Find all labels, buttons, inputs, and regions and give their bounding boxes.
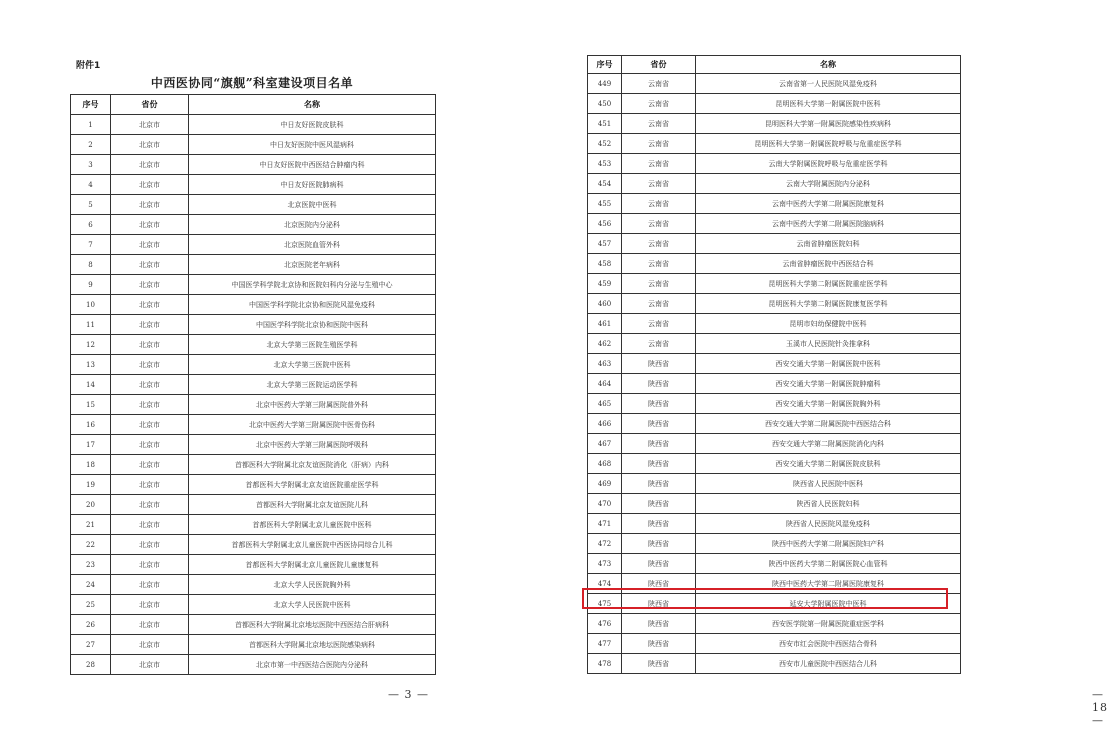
table-row	[71, 555, 436, 575]
row-number-cell: 1	[71, 115, 111, 135]
table-row	[71, 535, 436, 555]
province-cell: 云南省	[622, 174, 696, 194]
province-cell: 北京市	[111, 175, 189, 195]
row-number-cell: 459	[588, 274, 622, 294]
table-row	[588, 454, 961, 474]
name-cell: 中日友好医院中西医结合肿瘤内科	[189, 155, 436, 175]
table-row	[588, 74, 961, 94]
name-cell: 中国医学科学院北京协和医院中医科	[189, 315, 436, 335]
name-cell: 西安市儿童医院中西医结合儿科	[696, 654, 961, 674]
row-number-cell: 23	[71, 555, 111, 575]
table-row	[71, 615, 436, 635]
province-cell: 云南省	[622, 334, 696, 354]
province-cell: 北京市	[111, 535, 189, 555]
province-cell: 云南省	[622, 274, 696, 294]
name-cell: 首都医科大学附属北京地坛医院感染病科	[189, 635, 436, 655]
table-row	[588, 294, 961, 314]
row-number-cell: 7	[71, 235, 111, 255]
left-page	[0, 0, 512, 735]
table-row	[588, 334, 961, 354]
row-number-cell: 456	[588, 214, 622, 234]
name-cell: 云南中医药大学第二附属医院康复科	[696, 194, 961, 214]
table-row	[71, 355, 436, 375]
header-province: 省份	[622, 56, 696, 74]
table-row	[588, 114, 961, 134]
table-row	[71, 175, 436, 195]
province-cell: 云南省	[622, 134, 696, 154]
province-cell: 云南省	[622, 314, 696, 334]
name-cell: 昆明医科大学第二附属医院康复医学科	[696, 294, 961, 314]
province-cell: 北京市	[111, 375, 189, 395]
name-cell: 首都医科大学附属北京友谊医院重症医学科	[189, 475, 436, 495]
row-number-cell: 473	[588, 554, 622, 574]
row-number-cell: 452	[588, 134, 622, 154]
row-number-cell: 461	[588, 314, 622, 334]
row-number-cell: 10	[71, 295, 111, 315]
row-number-cell: 467	[588, 434, 622, 454]
name-cell: 北京市第一中西医结合医院内分泌科	[189, 655, 436, 675]
row-number-cell: 13	[71, 355, 111, 375]
row-number-cell: 26	[71, 615, 111, 635]
name-cell: 西安交通大学第一附属医院中医科	[696, 354, 961, 374]
row-number-cell: 468	[588, 454, 622, 474]
name-cell: 陕西中医药大学第二附属医院妇产科	[696, 534, 961, 554]
province-cell: 陕西省	[622, 574, 696, 594]
name-cell: 首都医科大学附属北京友谊医院儿科	[189, 495, 436, 515]
name-cell: 北京大学人民医院胸外科	[189, 575, 436, 595]
table-row	[588, 154, 961, 174]
header-name: 名称	[189, 95, 436, 115]
name-cell: 云南大学附属医院内分泌科	[696, 174, 961, 194]
province-cell: 北京市	[111, 115, 189, 135]
table-row	[588, 494, 961, 514]
province-cell: 北京市	[111, 395, 189, 415]
table-row	[71, 275, 436, 295]
name-cell: 云南省第一人民医院风湿免疫科	[696, 74, 961, 94]
row-number-cell: 24	[71, 575, 111, 595]
table-row	[588, 414, 961, 434]
province-cell: 陕西省	[622, 534, 696, 554]
name-cell: 昆明医科大学第一附属医院感染性疾病科	[696, 114, 961, 134]
row-number-cell: 466	[588, 414, 622, 434]
province-cell: 陕西省	[622, 554, 696, 574]
province-cell: 北京市	[111, 335, 189, 355]
name-cell: 云南省肿瘤医院中西医结合科	[696, 254, 961, 274]
table-row	[71, 115, 436, 135]
row-number-cell: 22	[71, 535, 111, 555]
province-cell: 陕西省	[622, 614, 696, 634]
table-row	[71, 155, 436, 175]
header-name: 名称	[696, 56, 961, 74]
name-cell: 北京大学第三医院生殖医学科	[189, 335, 436, 355]
province-cell: 陕西省	[622, 394, 696, 414]
row-number-cell: 471	[588, 514, 622, 534]
row-number-cell: 472	[588, 534, 622, 554]
row-number-cell: 478	[588, 654, 622, 674]
row-number-cell: 15	[71, 395, 111, 415]
name-cell: 西安医学院第一附属医院重症医学科	[696, 614, 961, 634]
province-cell: 陕西省	[622, 454, 696, 474]
table-row	[71, 295, 436, 315]
province-cell: 北京市	[111, 235, 189, 255]
table-row	[588, 474, 961, 494]
table-row	[588, 634, 961, 654]
province-cell: 陕西省	[622, 474, 696, 494]
name-cell: 中国医学科学院北京协和医院妇科内分泌与生殖中心	[189, 275, 436, 295]
province-cell: 北京市	[111, 355, 189, 375]
row-number-cell: 21	[71, 515, 111, 535]
name-cell: 北京大学第三医院中医科	[189, 355, 436, 375]
table-row	[588, 654, 961, 674]
name-cell: 首都医科大学附属北京儿童医院中西医协同综合儿科	[189, 535, 436, 555]
province-cell: 陕西省	[622, 434, 696, 454]
table-row	[588, 194, 961, 214]
row-number-cell: 464	[588, 374, 622, 394]
row-number-cell: 9	[71, 275, 111, 295]
table-row	[71, 215, 436, 235]
province-cell: 北京市	[111, 595, 189, 615]
row-number-cell: 16	[71, 415, 111, 435]
table-row	[71, 235, 436, 255]
name-cell: 首都医科大学附属北京地坛医院中西医结合肝病科	[189, 615, 436, 635]
name-cell: 陕西省人民医院中医科	[696, 474, 961, 494]
table-row	[588, 434, 961, 454]
table-row	[71, 495, 436, 515]
name-cell: 西安交通大学第一附属医院肿瘤科	[696, 374, 961, 394]
province-cell: 陕西省	[622, 594, 696, 614]
table-row	[71, 435, 436, 455]
table-row	[588, 174, 961, 194]
attachment-label: 附件1	[76, 61, 101, 71]
header-province: 省份	[111, 95, 189, 115]
name-cell: 西安交通大学第二附属医院消化内科	[696, 434, 961, 454]
province-cell: 北京市	[111, 315, 189, 335]
name-cell: 云南省肿瘤医院妇科	[696, 234, 961, 254]
table-row	[71, 475, 436, 495]
province-cell: 云南省	[622, 114, 696, 134]
table-row	[71, 335, 436, 355]
row-number-cell: 17	[71, 435, 111, 455]
province-cell: 北京市	[111, 635, 189, 655]
row-number-cell: 453	[588, 154, 622, 174]
table-row	[71, 575, 436, 595]
row-number-cell: 6	[71, 215, 111, 235]
row-number-cell: 14	[71, 375, 111, 395]
name-cell: 昆明市妇幼保健院中医科	[696, 314, 961, 334]
province-cell: 北京市	[111, 615, 189, 635]
document-title: 中西医协同“旗舰”科室建设项目名单	[150, 76, 354, 90]
province-cell: 云南省	[622, 154, 696, 174]
province-cell: 北京市	[111, 155, 189, 175]
name-cell: 北京中医药大学第三附属医院普外科	[189, 395, 436, 415]
row-number-cell: 457	[588, 234, 622, 254]
province-cell: 北京市	[111, 255, 189, 275]
province-cell: 北京市	[111, 575, 189, 595]
table-row	[588, 234, 961, 254]
province-cell: 北京市	[111, 455, 189, 475]
table-row	[71, 515, 436, 535]
name-cell: 首都医科大学附属北京友谊医院消化（肝病）内科	[189, 455, 436, 475]
province-cell: 云南省	[622, 74, 696, 94]
table-header-row	[71, 95, 436, 115]
name-cell: 北京医院老年病科	[189, 255, 436, 275]
table-row	[71, 315, 436, 335]
left-list-table	[70, 94, 436, 675]
table-row	[588, 254, 961, 274]
name-cell: 首都医科大学附属北京儿童医院中医科	[189, 515, 436, 535]
table-row	[588, 534, 961, 554]
province-cell: 北京市	[111, 655, 189, 675]
table-row	[588, 514, 961, 534]
row-number-cell: 475	[588, 594, 622, 614]
row-number-cell: 458	[588, 254, 622, 274]
row-number-cell: 476	[588, 614, 622, 634]
row-number-cell: 20	[71, 495, 111, 515]
table-row	[71, 415, 436, 435]
row-number-cell: 477	[588, 634, 622, 654]
row-number-cell: 465	[588, 394, 622, 414]
province-cell: 北京市	[111, 295, 189, 315]
name-cell: 玉溪市人民医院针灸推拿科	[696, 334, 961, 354]
table-row	[588, 274, 961, 294]
right-page	[512, 0, 1108, 735]
name-cell: 中日友好医院皮肤科	[189, 115, 436, 135]
table-row	[588, 374, 961, 394]
row-number-cell: 11	[71, 315, 111, 335]
province-cell: 云南省	[622, 194, 696, 214]
province-cell: 陕西省	[622, 634, 696, 654]
name-cell: 北京医院内分泌科	[189, 215, 436, 235]
province-cell: 北京市	[111, 475, 189, 495]
name-cell: 云南大学附属医院呼吸与危重症医学科	[696, 154, 961, 174]
province-cell: 北京市	[111, 435, 189, 455]
row-number-cell: 455	[588, 194, 622, 214]
right-list-table	[587, 55, 961, 674]
table-row	[71, 455, 436, 475]
province-cell: 北京市	[111, 275, 189, 295]
header-no: 序号	[588, 56, 622, 74]
row-number-cell: 469	[588, 474, 622, 494]
province-cell: 北京市	[111, 215, 189, 235]
row-number-cell: 3	[71, 155, 111, 175]
name-cell: 北京中医药大学第三附属医院中医骨伤科	[189, 415, 436, 435]
table-row	[588, 94, 961, 114]
name-cell: 西安市红会医院中西医结合骨科	[696, 634, 961, 654]
province-cell: 陕西省	[622, 654, 696, 674]
name-cell: 陕西中医药大学第二附属医院心血管科	[696, 554, 961, 574]
row-number-cell: 474	[588, 574, 622, 594]
table-row	[588, 614, 961, 634]
name-cell: 北京医院血管外科	[189, 235, 436, 255]
table-row	[71, 595, 436, 615]
row-number-cell: 450	[588, 94, 622, 114]
table-row	[71, 395, 436, 415]
table-row	[588, 354, 961, 374]
province-cell: 北京市	[111, 495, 189, 515]
name-cell: 陕西省人民医院风湿免疫科	[696, 514, 961, 534]
name-cell: 西安交通大学第二附属医院皮肤科	[696, 454, 961, 474]
table-row	[588, 554, 961, 574]
name-cell: 北京大学第三医院运动医学科	[189, 375, 436, 395]
table-row	[588, 214, 961, 234]
row-number-cell: 19	[71, 475, 111, 495]
row-number-cell: 5	[71, 195, 111, 215]
name-cell: 首都医科大学附属北京儿童医院儿童康复科	[189, 555, 436, 575]
row-number-cell: 462	[588, 334, 622, 354]
row-number-cell: 470	[588, 494, 622, 514]
name-cell: 昆明医科大学第二附属医院重症医学科	[696, 274, 961, 294]
name-cell: 中国医学科学院北京协和医院风湿免疫科	[189, 295, 436, 315]
name-cell: 北京大学人民医院中医科	[189, 595, 436, 615]
table-row	[71, 635, 436, 655]
row-number-cell: 12	[71, 335, 111, 355]
province-cell: 云南省	[622, 214, 696, 234]
row-number-cell: 463	[588, 354, 622, 374]
page-number: — 18 —	[1092, 688, 1108, 727]
row-number-cell: 25	[71, 595, 111, 615]
name-cell: 昆明医科大学第一附属医院中医科	[696, 94, 961, 114]
page-number: — 3 —	[388, 688, 429, 701]
province-cell: 北京市	[111, 415, 189, 435]
table-row	[71, 375, 436, 395]
name-cell: 云南中医药大学第二附属医院脑病科	[696, 214, 961, 234]
row-number-cell: 4	[71, 175, 111, 195]
name-cell: 昆明医科大学第一附属医院呼吸与危重症医学科	[696, 134, 961, 154]
province-cell: 云南省	[622, 234, 696, 254]
row-number-cell: 28	[71, 655, 111, 675]
name-cell: 北京中医药大学第三附属医院呼吸科	[189, 435, 436, 455]
province-cell: 北京市	[111, 195, 189, 215]
name-cell: 西安交通大学第一附属医院胸外科	[696, 394, 961, 414]
province-cell: 陕西省	[622, 354, 696, 374]
table-row	[588, 314, 961, 334]
row-number-cell: 460	[588, 294, 622, 314]
name-cell: 中日友好医院中医风湿病科	[189, 135, 436, 155]
province-cell: 陕西省	[622, 494, 696, 514]
row-number-cell: 454	[588, 174, 622, 194]
name-cell: 西安交通大学第二附属医院中西医结合科	[696, 414, 961, 434]
province-cell: 云南省	[622, 254, 696, 274]
name-cell: 延安大学附属医院中医科	[696, 594, 961, 614]
province-cell: 云南省	[622, 294, 696, 314]
table-row	[71, 655, 436, 675]
name-cell: 中日友好医院肺病科	[189, 175, 436, 195]
table-header-row	[588, 56, 961, 74]
province-cell: 云南省	[622, 94, 696, 114]
table-row	[588, 394, 961, 414]
province-cell: 北京市	[111, 135, 189, 155]
row-number-cell: 8	[71, 255, 111, 275]
province-cell: 陕西省	[622, 374, 696, 394]
name-cell: 陕西省人民医院妇科	[696, 494, 961, 514]
highlight-box	[582, 588, 948, 609]
name-cell: 北京医院中医科	[189, 195, 436, 215]
row-number-cell: 451	[588, 114, 622, 134]
table-row	[588, 134, 961, 154]
row-number-cell: 27	[71, 635, 111, 655]
header-no: 序号	[71, 95, 111, 115]
province-cell: 陕西省	[622, 414, 696, 434]
table-row	[71, 255, 436, 275]
row-number-cell: 2	[71, 135, 111, 155]
table-row	[71, 195, 436, 215]
province-cell: 北京市	[111, 555, 189, 575]
row-number-cell: 449	[588, 74, 622, 94]
province-cell: 北京市	[111, 515, 189, 535]
name-cell: 陕西中医药大学第二附属医院康复科	[696, 574, 961, 594]
row-number-cell: 18	[71, 455, 111, 475]
province-cell: 陕西省	[622, 514, 696, 534]
table-row	[71, 135, 436, 155]
